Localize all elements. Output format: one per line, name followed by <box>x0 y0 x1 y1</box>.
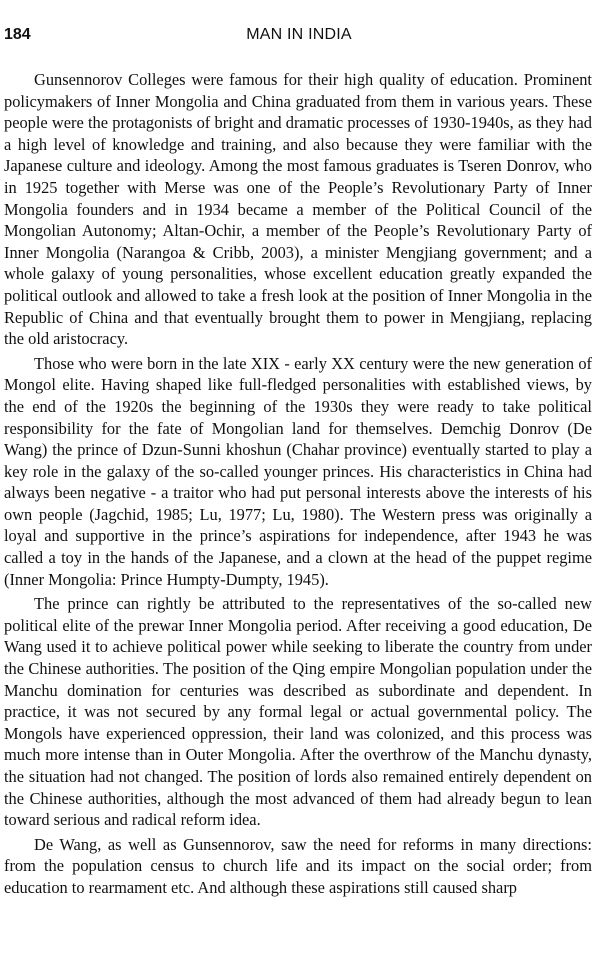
paragraph: Those who were born in the late XIX - early XX century were the new generation of Mongol elite. Having shaped like full-fledged personalities with established views, by the end of the 1920s the beginning of the 1930s they were ready to take political responsibility for the fate of Mongolian land for themselves. Demchig Donrov (De Wang) the prince of Dzun-Sunni khoshun (Chahar province) eventually started to play a key role in the galaxy of the so-called younger princes. His characteristics in China had always been negative - a traitor who had put personal interests above the interests of his own people (Jagchid, 1985; Lu, 1977; Lu, 1980). The Western press was originally a loyal and supportive in the prince’s aspirations for independence, after 1943 he was called a toy in the hands of the Japanese, and a clown at the head of the puppet regime (Inner Mongolia: Prince Humpty-Dumpty, 1945). <box>4 353 592 589</box>
page-header <box>4 26 594 50</box>
paragraph: The prince can rightly be attributed to the representatives of the so-called new political elite of the prewar Inner Mongolia period. After receiving a good education, De Wang used it to achieve political power while seeking to liberate the country from under the Chinese authorities. The position of the Qing empire Mongolian population under the Manchu domination for centuries was described as subordinate and dependent. In practice, it was not secured by any formal legal or actual governmental policy. The Mongols have experienced oppression, their land was colonized, and this process was much more intense than in Outer Mongolia. After the overthrow of the Manchu dynasty, the situation had not changed. The position of lords also remained entirely dependent on the Chinese authorities, although the most advanced of them had already begun to lean toward serious and radical reform idea. <box>4 594 592 830</box>
page-number: 184 <box>4 26 31 43</box>
paragraph: Gunsennorov Colleges were famous for their high quality of education. Prominent policymakers of Inner Mongolia and China graduated from them in various years. These people were the protagonists of bright and dramatic processes of 1930-1940s, as they had a high level of knowledge and training, and also because they were familiar with the Japanese culture and ideology. Among the most famous graduates is Tseren Donrov, who in 1925 together with Merse was one of the People’s Revolutionary Party of Inner Mongolia founders and in 1934 became a member of the Political Council of the Mongolian Autonomy; Altan-Ochir, a member of the People’s Revolutionary Party of Inner Mongolia (Narangoa & Cribb, 2003), a minister Mengjiang government; and a whole galaxy of young personalities, whose excellent education greatly expanded the political outlook and allowed to take a fresh look at the position of Inner Mongolia in the Republic of China and that eventually brought them to power in Mengjiang, replacing the old aristocracy. <box>4 70 592 349</box>
running-title: MAN IN INDIA <box>246 26 352 43</box>
body-text <box>4 69 592 902</box>
paragraph: De Wang, as well as Gunsennorov, saw the need for reforms in many directions: from the population census to church life and its impact on the social order; from education to rearmament etc. And although these aspirations still caused sharp <box>4 834 592 897</box>
